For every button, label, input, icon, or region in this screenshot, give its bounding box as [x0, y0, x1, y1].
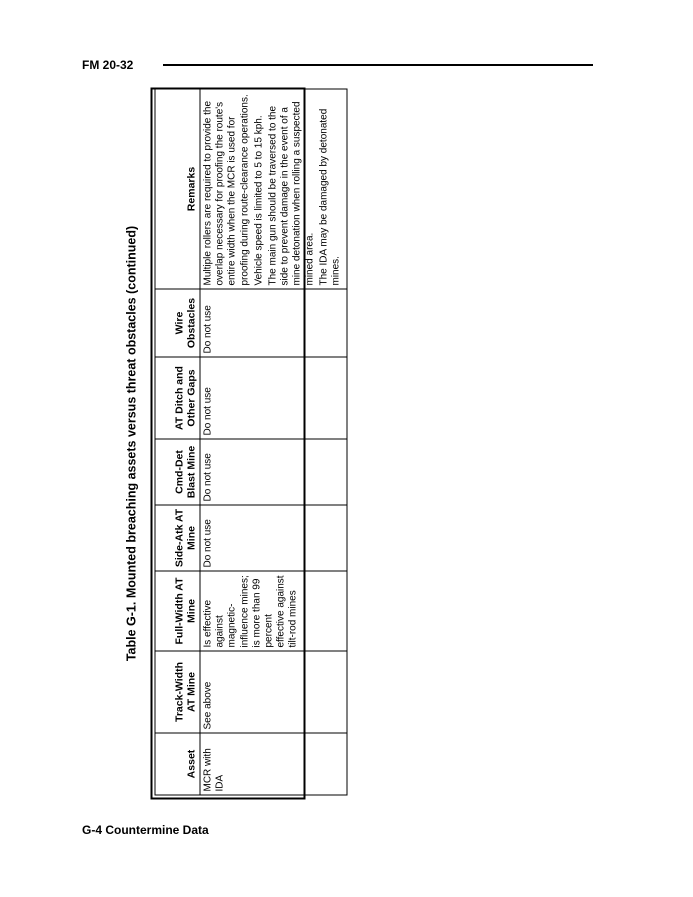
table-header-row: [155, 89, 200, 795]
page-footer: G-4 Countermine Data: [82, 823, 209, 837]
table-row: [200, 89, 347, 795]
col-header-at-ditch: AT Ditch and Other Gaps: [155, 357, 200, 439]
breaching-assets-table: [155, 89, 348, 796]
rotated-table-block: [119, 88, 342, 800]
cell-side-atk: Do not use: [200, 505, 347, 571]
header-rule: [163, 64, 593, 66]
remark-paragraph: Vehicle speed is limited to 5 to 15 kph.: [253, 115, 265, 286]
cell-track-width: See above: [200, 651, 347, 733]
col-header-remarks: Remarks: [155, 89, 200, 289]
cell-remarks: [200, 89, 347, 289]
table-caption: Table G-1. Mounted breaching assets versus threat obstacles (continued): [124, 225, 139, 662]
cell-at-ditch: Do not use: [200, 357, 347, 439]
col-header-full-width: Full-Width AT Mine: [155, 571, 200, 651]
remark-paragraph: The main gun should be traversed to the side to prevent damage in the event of a mine detonation when rolling a suspected mined area.: [267, 101, 316, 286]
table-frame: [151, 88, 342, 800]
col-header-side-atk: Side-Atk AT Mine: [155, 505, 200, 571]
running-header: FM 20-32: [82, 58, 134, 72]
remark-paragraph: Multiple rollers are required to provide the overlap necessary for proofing the route's entire width when the MCR is used for proofing during route-clearance operations.: [202, 94, 251, 286]
col-header-asset: Asset: [155, 733, 200, 795]
cell-wire: Do not use: [200, 289, 347, 357]
col-header-wire: Wire Obstacles: [155, 289, 200, 357]
col-header-cmd-det: Cmd-Det Blast Mine: [155, 439, 200, 505]
cell-asset: MCR with IDA: [200, 733, 347, 795]
remark-paragraph: The IDA may be damaged by detonated mines.: [318, 108, 342, 286]
col-header-track-width: Track-Width AT Mine: [155, 651, 200, 733]
cell-full-width: Is effective against magnetic-influence mines; is more than 99 percent effective against tilt-rod mines: [200, 571, 347, 651]
cell-cmd-det: Do not use: [200, 439, 347, 505]
